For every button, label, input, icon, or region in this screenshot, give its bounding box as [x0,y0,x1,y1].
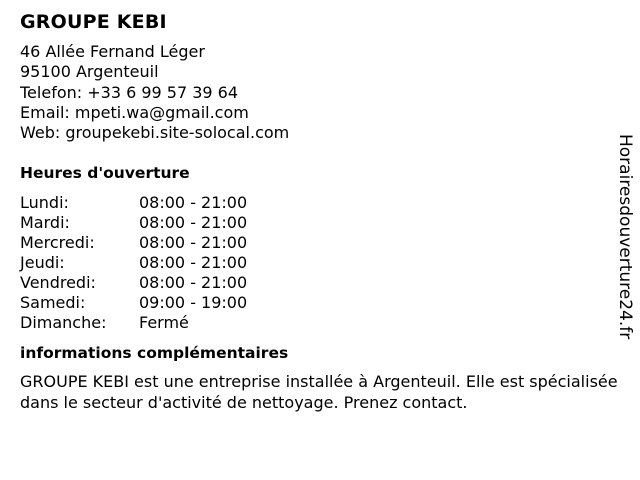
business-card [20,10,632,413]
hours-day: Mardi: [20,213,70,233]
hours-heading: Heures d'ouverture [20,164,190,183]
hours-row-thursday [20,253,632,273]
hours-day: Lundi: [20,193,69,213]
hours-row-wednesday [20,233,632,253]
hours-table [20,193,632,333]
hours-time: 08:00 - 21:00 [139,273,248,293]
hours-time: 08:00 - 21:00 [139,233,248,253]
address-line-2: 95100 Argenteuil [20,62,159,82]
hours-day: Jeudi: [20,253,65,273]
hours-time: Fermé [139,313,189,333]
hours-time: 08:00 - 21:00 [139,193,248,213]
hours-day: Vendredi: [20,273,96,293]
info-description: GROUPE KEBI est une entreprise installée à Argenteuil. Elle est spécialisée dans le secteur d'activité de nettoyage. Prenez contact. [20,372,618,412]
hours-time: 08:00 - 21:00 [139,253,248,273]
hours-day: Mercredi: [20,233,95,253]
hours-row-saturday [20,293,632,313]
phone-text: Telefon: +33 6 99 57 39 64 [20,82,239,102]
address-line-1: 46 Allée Fernand Léger [20,42,205,61]
hours-row-friday [20,273,632,293]
hours-row-monday [20,193,632,213]
hours-time: 08:00 - 21:00 [139,213,248,233]
info-heading: informations complémentaires [20,344,289,363]
watermark-text: Horairesdouverture24.fr [615,134,635,340]
contact-block [20,42,632,143]
web-text: Web: groupekebi.site-solocal.com [20,123,290,143]
business-name: GROUPE KEBI [20,11,167,33]
email-text: Email: mpeti.wa@gmail.com [20,102,249,122]
hours-row-sunday [20,313,632,333]
hours-day: Dimanche: [20,313,107,333]
hours-day: Samedi: [20,293,86,313]
hours-row-tuesday [20,213,632,233]
hours-time: 09:00 - 19:00 [139,293,248,313]
